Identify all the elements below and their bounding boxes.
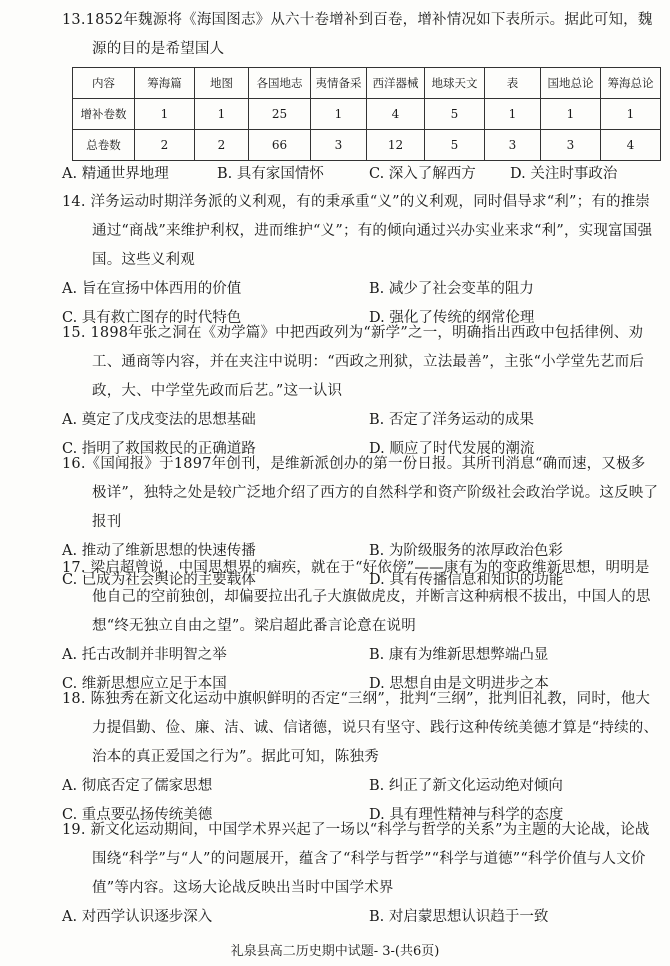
supplement-table xyxy=(72,67,661,161)
table-cell: 1 xyxy=(541,99,601,130)
option-b[interactable]: B. 纠正了新文化运动绝对倾向 xyxy=(369,778,563,794)
option-b[interactable]: B. 具有家国情怀 xyxy=(217,166,324,182)
option-a[interactable]: A. 对西学认识逐步深入 xyxy=(62,909,213,925)
table-cell: 西洋器械 xyxy=(367,68,425,99)
question-18 xyxy=(62,685,660,830)
table-cell: 1 xyxy=(195,99,249,130)
option-row xyxy=(62,406,660,435)
option-d[interactable]: D. 强化了传统的纲常伦理 xyxy=(369,310,535,326)
table-cell: 筹海篇 xyxy=(135,68,195,99)
option-c[interactable]: C. 重点要弘扬传统美德 xyxy=(62,807,213,823)
option-d[interactable]: D. 思想自由是文明进步之本 xyxy=(369,676,549,692)
question-stem: 16.《国闻报》于1897年创刊，是维新派创办的第一份日报。其所刊消息“确而速，又极多极详”，独特之处是较广泛地介绍了西方的自然科学和资产阶级社会政治学说。这反映了报刊 xyxy=(62,456,659,530)
table-cell: 66 xyxy=(249,130,311,161)
option-c[interactable]: C. 维新思想应立足于本国 xyxy=(62,676,227,692)
question-19 xyxy=(62,816,660,932)
table-cell: 筹海总论 xyxy=(601,68,661,99)
question-13-options xyxy=(62,160,660,189)
option-c[interactable]: C. 具有救亡图存的时代特色 xyxy=(62,310,242,326)
option-d[interactable]: D. 具有传播信息和知识的功能 xyxy=(369,572,564,588)
option-a[interactable]: A. 彻底否定了儒家思想 xyxy=(62,778,213,794)
option-b[interactable]: B. 否定了洋务运动的成果 xyxy=(369,412,534,428)
table-row xyxy=(73,130,661,161)
option-c[interactable]: C. 深入了解西方 xyxy=(369,166,476,182)
option-row xyxy=(62,772,660,801)
table-cell: 1 xyxy=(601,99,661,130)
option-b[interactable]: B. 减少了社会变革的阻力 xyxy=(369,281,534,297)
table-row xyxy=(73,99,661,130)
question-stem: 13.1852年魏源将《海国图志》从六十卷增补到百卷，增补情况如下表所示。据此可知，魏源的目的是希望国人 xyxy=(62,12,653,57)
table-cell: 国地总论 xyxy=(541,68,601,99)
option-c[interactable]: C. 指明了救国救民的正确道路 xyxy=(62,441,256,457)
option-row xyxy=(62,160,660,189)
table-cell: 5 xyxy=(425,99,485,130)
question-stem: 18. 陈独秀在新文化运动中旗帜鲜明的否定“三纲”，批判“三纲”，批判旧礼教，同时，他大力提倡勤、俭、廉、洁、诚、信诸德，说只有坚守、践行这种传统美德才算是“持续的、治本的真正爱国之行为”。据此可知，陈独秀 xyxy=(62,691,659,765)
option-row xyxy=(62,903,660,932)
option-b[interactable]: B. 对启蒙思想认识趋于一致 xyxy=(369,909,549,925)
option-a[interactable]: A. 奠定了戊戌变法的思想基础 xyxy=(62,412,256,428)
table-cell: 25 xyxy=(249,99,311,130)
table-cell: 1 xyxy=(135,99,195,130)
table-cell: 1 xyxy=(485,99,541,130)
option-d[interactable]: D. 具有理性精神与科学的态度 xyxy=(369,807,564,823)
table-cell: 地图 xyxy=(195,68,249,99)
table-cell: 内容 xyxy=(73,68,135,99)
table-cell: 3 xyxy=(311,130,367,161)
option-a[interactable]: A. 托古改制并非明智之举 xyxy=(62,647,227,663)
table-cell: 2 xyxy=(135,130,195,161)
question-13 xyxy=(62,6,660,64)
table-cell: 各国地志 xyxy=(249,68,311,99)
option-a[interactable]: A. 精通世界地理 xyxy=(62,166,169,182)
question-17 xyxy=(62,554,660,699)
table-cell: 地球天文 xyxy=(425,68,485,99)
question-stem: 14. 洋务运动时期洋务派的义利观，有的秉承重“义”的义利观，同时倡导求“利”；有的推崇通过“商战”来维护利权，进而维护“义”；有的倾向通过兴办实业来求“利”，实现富国强国。这些义利观 xyxy=(62,194,653,268)
table-cell: 2 xyxy=(195,130,249,161)
table-cell: 总卷数 xyxy=(73,130,135,161)
table-cell: 3 xyxy=(541,130,601,161)
table-cell: 3 xyxy=(485,130,541,161)
table-cell: 增补卷数 xyxy=(73,99,135,130)
option-a[interactable]: A. 推动了维新思想的快速传播 xyxy=(62,543,256,559)
question-stem: 17. 梁启超曾说，中国思想界的痼疾，就在于“好依傍”——康有为的变政维新思想，明明是他自己的空前独创，却偏要拉出孔子大旗做虎皮，并断言这种病根不拔出，中国人的思想“终无独立自由之望”。梁启超此番言论意在说明 xyxy=(62,560,651,634)
option-row xyxy=(62,275,660,304)
question-14 xyxy=(62,188,660,333)
page-footer: 礼泉县高二历史期中试题- 3-(共6页) xyxy=(230,944,440,959)
table-cell: 1 xyxy=(311,99,367,130)
table-header-row xyxy=(73,68,661,99)
option-d[interactable]: D. 关注时事政治 xyxy=(510,166,618,182)
table-cell: 4 xyxy=(367,99,425,130)
table-cell: 5 xyxy=(425,130,485,161)
option-b[interactable]: B. 为阶级服务的浓厚政治色彩 xyxy=(369,543,563,559)
option-d[interactable]: D. 顺应了时代发展的潮流 xyxy=(369,441,535,457)
question-stem: 19. 新文化运动期间，中国学术界兴起了一场以“科学与哲学的关系”为主题的大论战，论战围绕“科学”与“人”的问题展开，蕴含了“科学与哲学”“科学与道德”“科学价值与人文价值”等内容。这场大论战反映出当时中国学术界 xyxy=(62,822,650,896)
option-row xyxy=(62,641,660,670)
table-cell: 12 xyxy=(367,130,425,161)
option-b[interactable]: B. 康有为维新思想弊端凸显 xyxy=(369,647,549,663)
question-stem: 15. 1898年张之洞在《劝学篇》中把西政列为“新学”之一，明确指出西政中包括律例、劝工、通商等内容，并在夹注中说明：“西政之刑狱，立法最善”，主张“小学堂先艺而后政，大、中学堂先政而后艺。”这一认识 xyxy=(62,325,645,399)
option-a[interactable]: A. 旨在宣扬中体西用的价值 xyxy=(62,281,242,297)
table-cell: 4 xyxy=(601,130,661,161)
table-cell: 夷情备采 xyxy=(311,68,367,99)
option-c[interactable]: C. 已成为社会舆论的主要载体 xyxy=(62,572,256,588)
question-15 xyxy=(62,319,660,464)
table-cell: 表 xyxy=(485,68,541,99)
